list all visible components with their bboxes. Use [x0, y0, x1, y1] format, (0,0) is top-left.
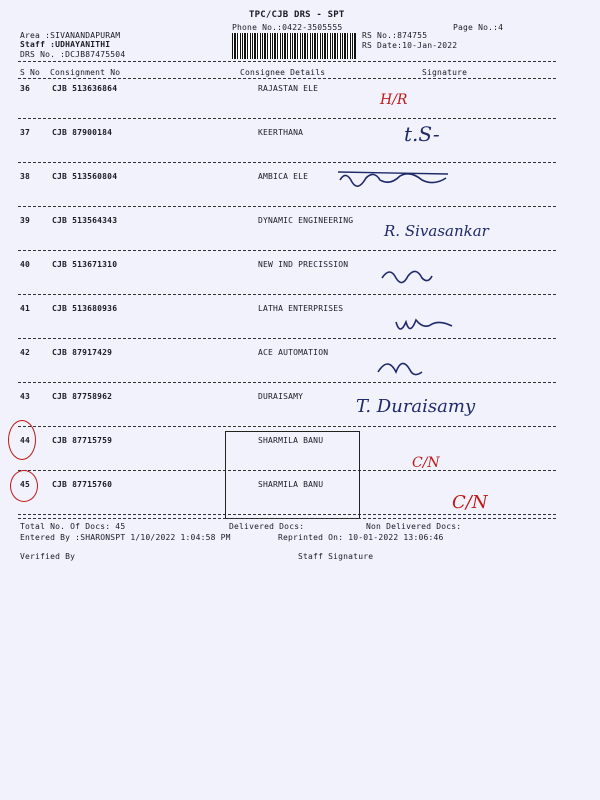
row-consignment: CJB 513564343	[52, 216, 118, 225]
area: Area :SIVANANDAPURAM	[20, 31, 121, 40]
col-consignment: Consignment No	[50, 68, 121, 77]
row-signature: t.S-	[404, 122, 440, 146]
page-number: Page No.:4	[453, 23, 504, 32]
rs-date: RS Date:10-Jan-2022	[362, 41, 458, 50]
row-consignee: ACE AUTOMATION	[258, 348, 329, 357]
row-consignment: CJB 87917429	[52, 348, 113, 357]
row-consignment: CJB 87715760	[52, 480, 113, 489]
drs-number: DRS No. :DCJB87475504	[20, 50, 126, 59]
staff: Staff :UDHAYANITHI	[20, 40, 111, 49]
row-consignment: CJB 87715759	[52, 436, 113, 445]
signature-scribble-42	[378, 363, 422, 374]
row-consignment: CJB 87900184	[52, 128, 113, 137]
row-sno: 39	[20, 216, 31, 225]
non-delivered-docs: Non Delivered Docs:	[366, 522, 462, 531]
row-sno: 44	[20, 436, 31, 445]
col-consignee: Consignee Details	[240, 68, 326, 77]
row-consignee: KEERTHANA	[258, 128, 304, 137]
row-consignment: CJB 513560804	[52, 172, 118, 181]
entered-by: Entered By :SHARONSPT 1/10/2022 1:04:58 PM	[20, 533, 231, 542]
row-consignee: DYNAMIC ENGINEERING	[258, 216, 354, 225]
row-consignee: AMBICA ELE	[258, 172, 309, 181]
rs-number: RS No.:874755	[362, 31, 428, 40]
row-consignee: LATHA ENTERPRISES	[258, 304, 344, 313]
delivered-docs: Delivered Docs:	[229, 522, 305, 531]
row-consignee: SHARMILA BANU	[258, 436, 324, 445]
row-signature: C/N	[412, 455, 440, 471]
col-signature: Signature	[422, 68, 468, 77]
sheet-title: TPC/CJB DRS - SPT	[249, 10, 345, 20]
row-sno: 43	[20, 392, 31, 401]
staff-signature-label: Staff Signature	[298, 552, 374, 561]
row-consignment: CJB 513636864	[52, 84, 118, 93]
row-sno: 37	[20, 128, 31, 137]
reprinted-on: Reprinted On: 10-01-2022 13:06:46	[278, 533, 444, 542]
row-consignee: DURAISAMY	[258, 392, 304, 401]
verified-by: Verified By	[20, 552, 76, 561]
row-sno: 36	[20, 84, 31, 93]
row-signature: C/N	[452, 492, 488, 513]
signature-scribble-41	[396, 320, 452, 329]
row-sno: 38	[20, 172, 31, 181]
total-docs: Total No. Of Docs: 45	[20, 522, 126, 531]
col-sno: S No	[20, 68, 41, 77]
row-sno: 41	[20, 304, 31, 313]
row-sno: 45	[20, 480, 31, 489]
row-signature: H/R	[380, 92, 408, 108]
row-consignee: SHARMILA BANU	[258, 480, 324, 489]
row-consignment: CJB 513680936	[52, 304, 118, 313]
signature-scribble-40	[382, 271, 432, 282]
row-consignee: NEW IND PRECISSION	[258, 260, 349, 269]
row-sno: 40	[20, 260, 31, 269]
row-signature: R. Sivasankar	[384, 222, 489, 240]
signature-scribble-38	[340, 174, 446, 186]
row-consignment: CJB 87758962	[52, 392, 113, 401]
row-signature: T. Duraisamy	[356, 396, 476, 417]
row-consignee: RAJASTAN ELE	[258, 84, 319, 93]
row-sno: 42	[20, 348, 31, 357]
phone-number: Phone No.:0422-3505555	[232, 23, 343, 32]
row-consignment: CJB 513671310	[52, 260, 118, 269]
divider	[18, 518, 556, 519]
